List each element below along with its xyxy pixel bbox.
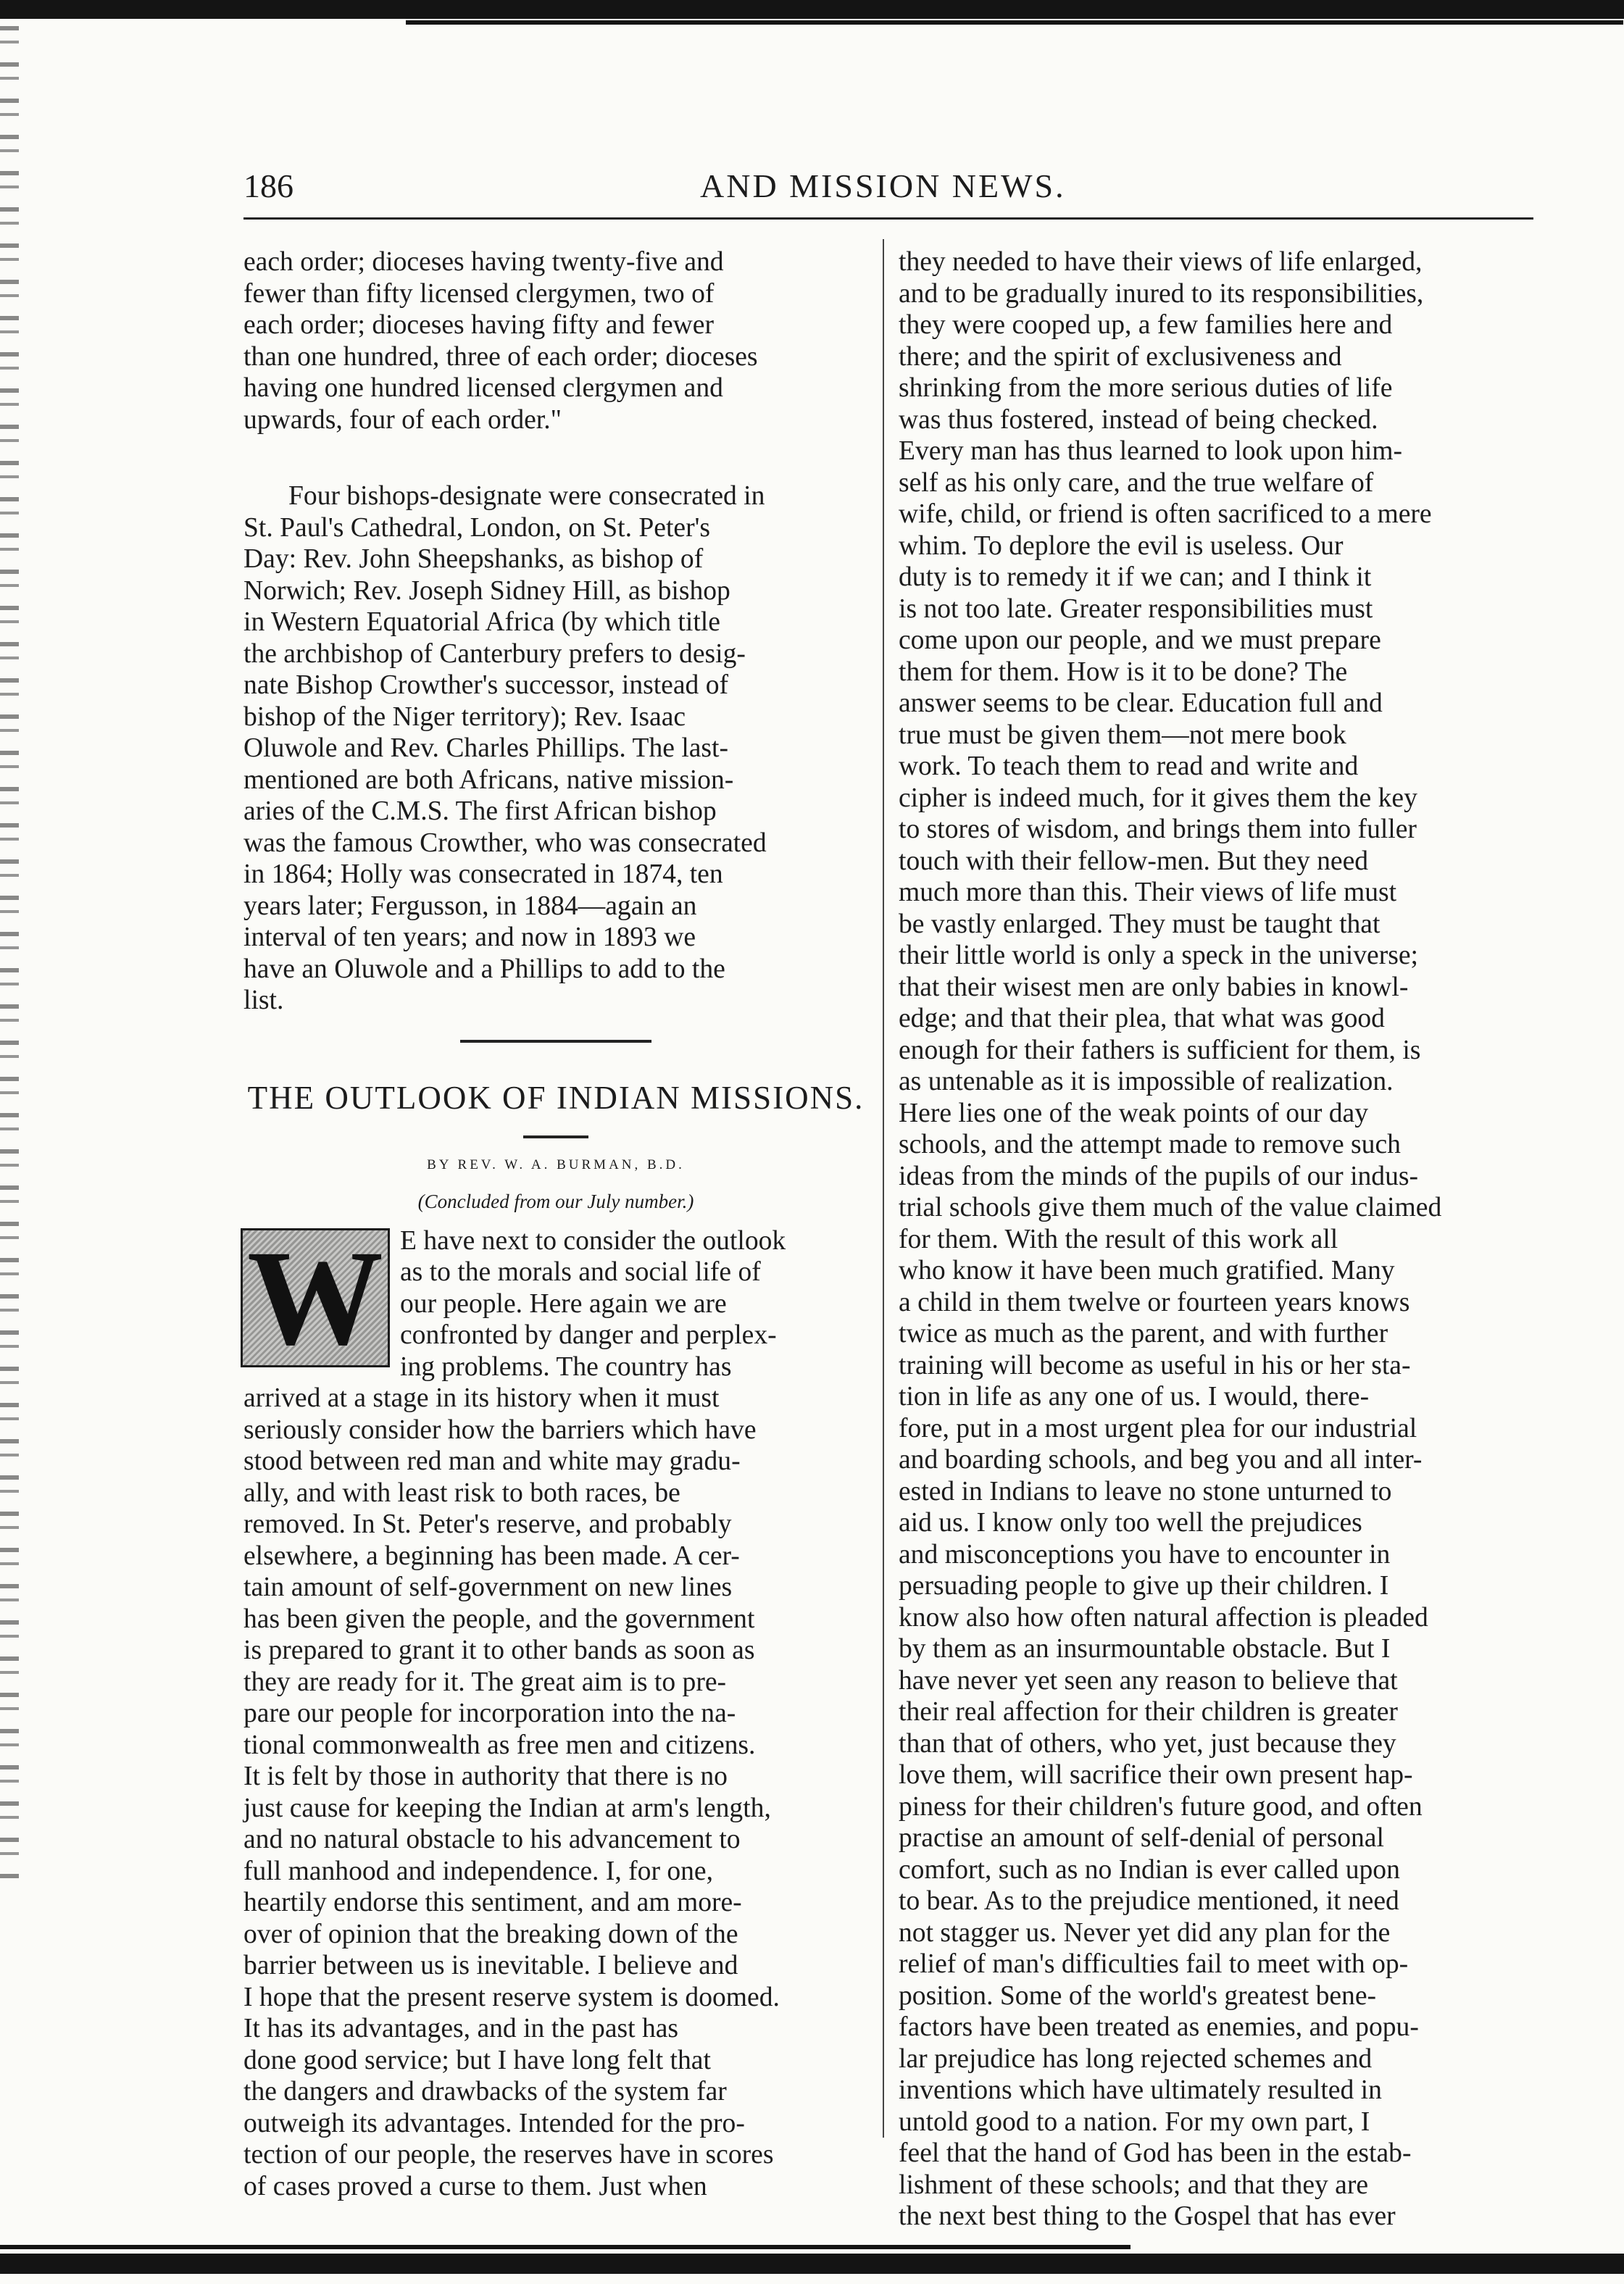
page-number: 186	[243, 167, 293, 204]
title-divider	[523, 1135, 588, 1138]
top-border-bar	[0, 0, 1624, 19]
article-byline: BY REV. W. A. BURMAN, B.D.	[427, 1156, 685, 1172]
intro-paragraph: each order; dioceses having twenty-five and fewer than fifty licensed clergymen, two of each order; dioceses having fifty and fewer than one hundred, three of each order; dioceses having one hundred licensed clergymen and upwards, four of each order."	[243, 247, 758, 435]
article-title: THE OUTLOOK OF INDIAN MISSIONS.	[247, 1079, 865, 1116]
running-head	[243, 167, 1533, 217]
concluded-note: (Concluded from our July number.)	[417, 1190, 694, 1212]
drop-cap-letter: W	[243, 1230, 388, 1365]
continued-paragraph: they needed to have their views of life enlarged, and to be gradually inured to its responsibilities, they were cooped up, a few families here and there; and the spirit of exclusiveness and shrinking from the more serious duties of life was thus fostered, instead of being checked. Every man has thus learned to look upon him- self as his only care, and the true welfare of wife, child, or friend is often sacrificed to a mere whim. To deplore the evil is useless. Our duty is to remedy it if we can; and I think it is not too late. Greater responsibilities must come upon our people, and we must prepare them for them. How is it to be done? The answer seems to be clear. Education full and true must be given them—not mere book work. To teach them to read and write and cipher is indeed much, for it gives them the key to stores of wisdom, and brings them into fuller touch with their fellow-men. But they need much more than this. Their views of life must be vastly enlarged. They must be taught that their little world is only a speck in the universe; that their wisest men are only babies in knowl- edge; and that their plea, that what was good enough for their fathers is sufficient for them, is as untenable as it is impossible of realization. Here lies one of the weak points of our day schools, and the attempt made to remove such ideas from the minds of the pupils of our indus- trial schools give them much of the value claimed for them. With the result of this work all who know it have been much gratified. Many a child in them twelve or fourteen years knows twice as much as the parent, and with further training will become as useful in his or her sta- tion in life as any one of us. I would, there- fore, put in a most urgent plea for our industrial and boarding schools, and beg you and all inter- ested in Indians to leave no stone unturned to aid us. I know only too well the prejudices and misconceptions you have to encounter in persuading people to give up their children. I know also how often natural affection is pleaded by them as an insurmountable obstacle. But I have never yet seen any reason to believe that their real affection for their children is greater than that of others, who yet, just because they love them, will sacrifice their own present hap- piness for their children's future good, and often practise an amount of self-denial of personal comfort, such as no Indian is ever called upon to bear. As to the prejudice mentioned, it need not stagger us. Never yet did any plan for the relief of man's difficulties fail to meet with op- position. Some of the world's greatest bene- factors have been treated as enemies, and popu- lar prejudice has long rejected schemes and inventions which have ultimately resulted in untold good to a nation. For my own part, I feel that the hand of God has been in the estab- lishment of these schools; and that they are the next best thing to the Gospel that has ever	[899, 247, 1442, 2231]
header-rule	[243, 217, 1533, 220]
top-border-rule	[406, 20, 1623, 25]
binding-edge	[0, 26, 19, 1881]
bottom-border-rule	[0, 2245, 1130, 2249]
right-column	[899, 246, 1531, 2233]
section-divider	[460, 1040, 651, 1043]
column-divider	[883, 239, 884, 2138]
running-title: AND MISSION NEWS.	[700, 167, 1066, 204]
drop-cap-initial	[241, 1221, 390, 1373]
article-paragraph: E have next to consider the outlook as to the morals and social life of our people. Here again we are confronted by danger and perplex- ing problems. The country has arrived at a stage in its history when it must seriously consider how the barriers which have stood between red man and white may gradu- ally, and with least risk to both races, be removed. In St. Peter's reserve, and probably elsewhere, a beginning has been made. A cer- tain amount of self-government on new lines has been given the people, and the government is prepared to grant it to other bands as soon as they are ready for it. The great aim is to pre- pare our people for incorporation into the na- tional commonwealth as free men and citizens. It is felt by those in authority that there is no just cause for keeping the Indian at arm's length, and no natural obstacle to his advancement to full manhood and independence. I, for one, heartily endorse this sentiment, and am more- over of opinion that the breaking down of the barrier between us is inevitable. I believe and I hope that the present reserve system is doomed. It has its advantages, and in the past has done good service; but I have long felt that the dangers and drawbacks of the system far outweigh its advantages. Intended for the pro- tection of our people, the reserves have in scores of cases proved a curse to them. Just when	[243, 1225, 786, 2201]
left-column	[243, 246, 868, 2202]
bottom-border-bar	[0, 2254, 1624, 2274]
bishops-paragraph: Four bishops-designate were consecrated in St. Paul's Cathedral, London, on St. Peter's Day: Rev. John Sheepshanks, as bishop of Norwich; Rev. Joseph Sidney Hill, as bishop in Western Equatorial Africa (by which title the archbishop of Canterbury prefers to desig- nate Bishop Crowther's successor, instead of bishop of the Niger territory); Rev. Isaac Oluwole and Rev. Charles Phillips. The last- mentioned are both Africans, native mission- aries of the C.M.S. The first African bishop was the famous Crowther, who was consecrated in 1864; Holly was consecrated in 1874, ten years later; Fergusson, in 1884—again an interval of ten years; and now in 1893 we have an Oluwole and a Phillips to add to the list.	[243, 481, 767, 1015]
